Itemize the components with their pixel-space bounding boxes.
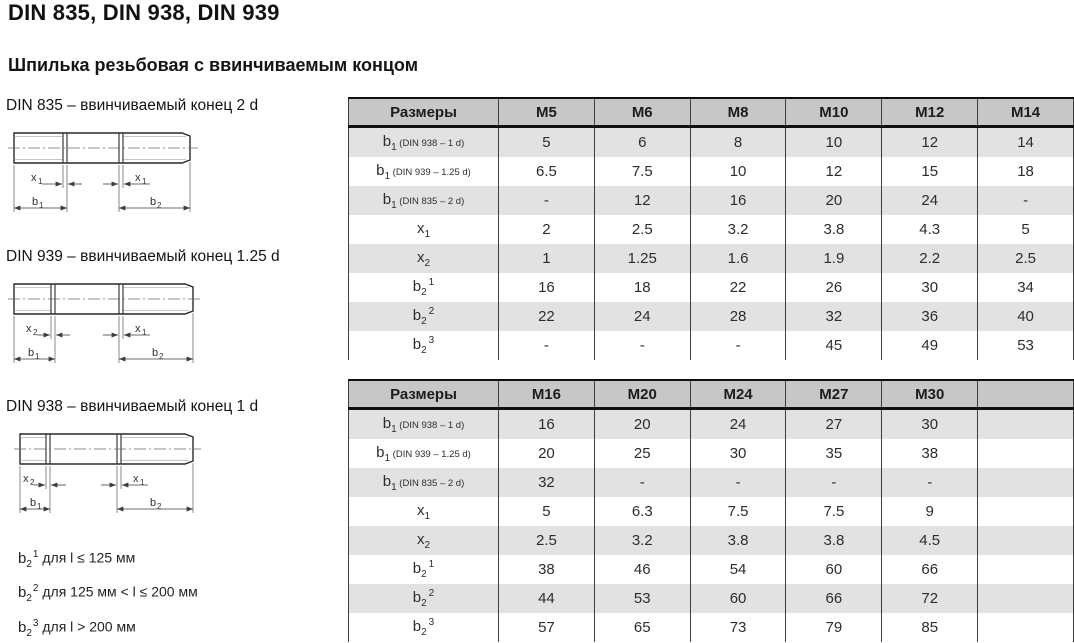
value-cell: 20 [786,186,882,215]
dim-x-right-sub: 1 [142,328,147,337]
dim-b2-sub: 2 [157,502,162,511]
value-cell: 85 [882,613,978,642]
value-cell: 3.2 [594,526,690,555]
value-cell: 24 [690,409,786,440]
value-cell: 16 [499,409,595,440]
row-label-cell [349,127,499,158]
value-cell: 30 [882,409,978,440]
dimension-label: $x_1$ [416,219,431,240]
row-label-cell [349,409,499,440]
table-row [349,331,1074,360]
din-938-drawing [6,422,206,522]
size-column-m24: M24 [690,380,786,409]
dimension-label: $b_2^2$ [18,583,39,604]
value-cell: 6.5 [499,157,595,186]
value-cell: 7.5 [690,497,786,526]
size-column-m8: M8 [690,98,786,127]
table-row [349,409,1074,440]
dim-x-right-label: x [135,172,141,184]
table-header-row [349,98,1074,127]
value-cell: 60 [786,555,882,584]
value-cell: - [690,331,786,360]
value-cell: 1.6 [690,244,786,273]
size-column-m27: M27 [786,380,882,409]
dim-b1-label: b [28,347,35,359]
value-cell: 12 [882,127,978,158]
value-cell: 6 [594,127,690,158]
value-cell: 2.5 [978,244,1074,273]
value-cell: 1 [499,244,595,273]
value-cell: - [594,468,690,497]
din-835-drawing [6,121,206,221]
dim-b2-sub: 2 [157,201,162,210]
value-cell [978,584,1074,613]
value-cell: 3.8 [786,526,882,555]
row-label-cell [349,613,499,642]
row-label-cell [349,555,499,584]
value-cell: 66 [882,555,978,584]
value-cell [978,439,1074,468]
value-cell: 54 [690,555,786,584]
row-label-cell [349,497,499,526]
dim-x-left-label: x [23,473,29,485]
din-938-label: DIN 938 – ввинчиваемый конец 1 d [6,398,259,415]
value-cell: 10 [690,157,786,186]
value-cell: 25 [594,439,690,468]
dim-b2-label: b [150,196,157,208]
page-title: DIN 835, DIN 938, DIN 939 [8,0,280,25]
dimension-label: $b_1$ (DIN 938 – 1 d) [382,414,465,435]
row-label-cell [349,331,499,360]
row-label-cell [349,215,499,244]
value-cell: 46 [594,555,690,584]
table-row [349,186,1074,215]
table-row [349,439,1074,468]
table-row [349,468,1074,497]
value-cell: 7.5 [594,157,690,186]
dim-b1-label: b [32,196,39,208]
value-cell [978,497,1074,526]
value-cell [978,555,1074,584]
size-column-m12: M12 [882,98,978,127]
din-835-label: DIN 835 – ввинчиваемый конец 2 d [6,97,259,114]
dimension-label: $b_2^3$ [412,617,435,638]
table-row [349,215,1074,244]
value-cell: - [786,468,882,497]
value-cell [978,468,1074,497]
row-label-cell [349,302,499,331]
value-cell: 22 [690,273,786,302]
value-cell: 60 [690,584,786,613]
size-column-m6: M6 [594,98,690,127]
value-cell: 66 [786,584,882,613]
table-row [349,584,1074,613]
dim-x-right-sub: 1 [142,177,147,186]
value-cell: 4.3 [882,215,978,244]
row-label-cell [349,186,499,215]
value-cell: 34 [978,273,1074,302]
dimension-label: $b_2^2$ [412,588,435,609]
size-column-m5: M5 [499,98,595,127]
value-cell: 5 [978,215,1074,244]
value-cell: 32 [499,468,595,497]
value-cell: 20 [499,439,595,468]
value-cell: - [594,331,690,360]
dimension-label: $b_1$ (DIN 939 – 1.25 d) [376,161,471,182]
row-label-cell [349,526,499,555]
size-column-m14: M14 [978,98,1074,127]
value-cell: 3.2 [690,215,786,244]
value-cell: 72 [882,584,978,613]
value-cell: - [882,468,978,497]
size-column-m16: M16 [499,380,595,409]
row-label-cell [349,157,499,186]
sizes-column-header: Размеры [349,380,499,409]
dimension-label: $b_1$ (DIN 835 – 2 d) [382,190,465,211]
value-cell: 38 [499,555,595,584]
table-row [349,302,1074,331]
value-cell: 30 [882,273,978,302]
table-row [349,497,1074,526]
value-cell: 16 [690,186,786,215]
value-cell: 1.25 [594,244,690,273]
value-cell: 12 [594,186,690,215]
value-cell: 7.5 [786,497,882,526]
value-cell [978,613,1074,642]
row-label-cell [349,584,499,613]
table-row [349,127,1074,158]
table-row [349,273,1074,302]
dimension-table-m16-m30 [348,379,1074,642]
dim-b1-sub: 1 [37,502,42,511]
value-cell: 2.5 [499,526,595,555]
value-cell: 18 [594,273,690,302]
value-cell: 38 [882,439,978,468]
value-cell: 2.2 [882,244,978,273]
value-cell: - [499,186,595,215]
value-cell: 5 [499,127,595,158]
dimension-label: $b_2^1$ [412,559,435,580]
value-cell: 57 [499,613,595,642]
table-header-row [349,380,1074,409]
value-cell: 35 [786,439,882,468]
value-cell: 4.5 [882,526,978,555]
empty-column-header [978,380,1074,409]
value-cell: 44 [499,584,595,613]
value-cell: 26 [786,273,882,302]
dimension-table-m16-m30-wrap [348,379,1074,642]
value-cell: 49 [882,331,978,360]
footnotes [18,549,348,643]
value-cell: 53 [594,584,690,613]
dimension-label: $b_1$ (DIN 939 – 1.25 d) [376,443,471,464]
dim-x-left-sub: 2 [30,478,35,487]
value-cell: 3.8 [786,215,882,244]
din-835-figure [6,95,346,221]
value-cell: 8 [690,127,786,158]
dimension-label: $x_2$ [416,248,431,269]
value-cell [978,526,1074,555]
dimension-label: $x_1$ [416,501,431,522]
size-column-m10: M10 [786,98,882,127]
value-cell: 16 [499,273,595,302]
value-cell: 9 [882,497,978,526]
value-cell: 20 [594,409,690,440]
dimension-table-m5-m14-wrap [348,97,1074,360]
din-939-drawing [6,272,206,372]
dim-x-right-label: x [133,473,139,485]
din-939-figure [6,246,346,372]
value-cell: 12 [786,157,882,186]
value-cell: 32 [786,302,882,331]
table-row [349,555,1074,584]
value-cell: 15 [882,157,978,186]
value-cell: 14 [978,127,1074,158]
dim-x-right-sub: 1 [140,478,145,487]
dimension-label: $b_2^1$ [18,549,39,570]
dimension-label: $b_1$ (DIN 938 – 1 d) [382,132,465,153]
value-cell: 28 [690,302,786,331]
value-cell: 24 [882,186,978,215]
value-cell: 36 [882,302,978,331]
value-cell: 73 [690,613,786,642]
dim-b1-sub: 1 [35,352,40,361]
footnote-text: для l ≤ 125 мм [38,549,136,566]
din-938-figure [6,396,346,522]
value-cell: 30 [690,439,786,468]
value-cell: 6.3 [594,497,690,526]
row-label-cell [349,273,499,302]
dim-b2-label: b [152,347,159,359]
value-cell: 40 [978,302,1074,331]
row-label-cell [349,439,499,468]
dim-x-left-label: x [26,323,32,335]
value-cell: 2.5 [594,215,690,244]
value-cell [978,409,1074,440]
row-label-cell [349,468,499,497]
sizes-column-header: Размеры [349,98,499,127]
value-cell: 24 [594,302,690,331]
value-cell: 27 [786,409,882,440]
value-cell: - [978,186,1074,215]
table-row [349,157,1074,186]
dimension-label: $b_2^3$ [18,617,39,639]
dimension-label: $b_1$ (DIN 835 – 2 d) [382,472,465,493]
value-cell: 2 [499,215,595,244]
value-cell: 1.9 [786,244,882,273]
value-cell: 53 [978,331,1074,360]
dimension-label: $b_2^3$ [412,335,435,356]
value-cell: - [499,331,595,360]
page-subtitle: Шпилька резьбовая с ввинчиваемым концом [8,55,419,75]
value-cell: 18 [978,157,1074,186]
dimension-table-m5-m14 [348,97,1074,360]
footnote-text: для l > 200 мм [38,618,136,635]
size-column-m30: M30 [882,380,978,409]
value-cell: 45 [786,331,882,360]
value-cell: 22 [499,302,595,331]
value-cell: 79 [786,613,882,642]
value-cell: - [690,468,786,497]
dimension-label: $x_2$ [416,530,431,551]
dim-x-left-sub: 1 [38,177,43,186]
row-label-cell [349,244,499,273]
dim-x-right-label: x [135,323,141,335]
table-row [349,613,1074,642]
value-cell: 5 [499,497,595,526]
value-cell: 65 [594,613,690,642]
value-cell: 10 [786,127,882,158]
footnote [18,549,348,569]
table-row [349,526,1074,555]
value-cell: 3.8 [690,526,786,555]
dim-b1-label: b [30,497,37,509]
dim-b1-sub: 1 [39,201,44,210]
dim-x-left-sub: 2 [33,328,38,337]
dimension-label: $b_2^1$ [412,277,435,298]
din-939-label: DIN 939 – ввинчиваемый конец 1.25 d [6,248,280,265]
footnote [18,583,348,603]
dim-b2-label: b [150,497,157,509]
footnote-text: для 125 мм < l ≤ 200 мм [38,584,198,601]
dim-b2-sub: 2 [159,352,164,361]
footnote [18,618,348,638]
size-column-m20: M20 [594,380,690,409]
table-row [349,244,1074,273]
dim-x-left-label: x [31,172,37,184]
dimension-label: $b_2^2$ [412,306,435,327]
